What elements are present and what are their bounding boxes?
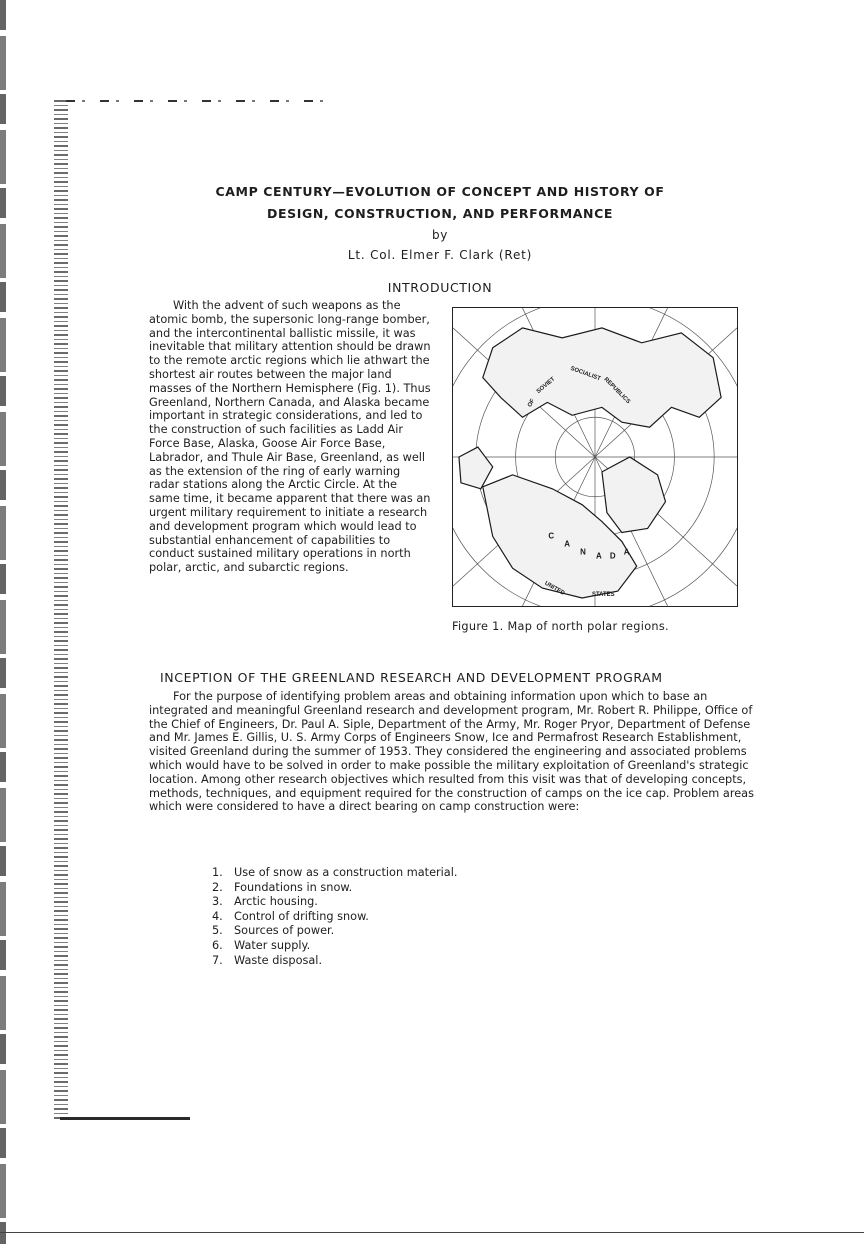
list-item-text: Foundations in snow.: [234, 880, 353, 894]
list-item: [212, 910, 457, 925]
list-item-text: Water supply.: [234, 938, 311, 952]
inception-paragraph: For the purpose of identifying problem areas and obtaining information upon which to base an integrated and meaningful Greenland research and development program, Mr. Robert R. Philippe, Office of the Chief of Engineers, Dr. Paul A. Siple, Department of the Army, Mr. Roger Pryor, Department of Defense and Mr. James E. Gillis, U. S. Army Corps of Engineers Snow, Ice and Permafrost Research Establishment, visited Greenland during the summer of 1953. They considered the engineering and associated problems which would have to be solved in order to make possible the military exploitation of Greenland's strategic location. Among other research objectives which resulted from this visit was that of developing concepts, methods, techniques, and equipment required for the construction of camps on the ice cap. Problem areas which were considered to have a direct bearing on camp construction were:: [149, 690, 754, 814]
introduction-heading: INTRODUCTION: [387, 280, 493, 295]
map-label-a1: A: [564, 539, 570, 549]
list-item: [212, 954, 457, 969]
list-item-number: 7.: [212, 953, 223, 967]
problem-areas-list: [212, 866, 457, 968]
page-bottom-line: [0, 1232, 864, 1233]
list-item-number: 4.: [212, 909, 223, 923]
list-item: [212, 924, 457, 939]
bottom-scan-rule: [60, 1117, 190, 1120]
author: Lt. Col. Elmer F. Clark (Ret): [347, 248, 533, 262]
polar-map-figure: [452, 307, 738, 607]
list-item-number: 5.: [212, 924, 223, 938]
list-item: [212, 939, 457, 954]
list-item-text: Arctic housing.: [234, 895, 318, 909]
title-line-2: DESIGN, CONSTRUCTION, AND PERFORMANCE: [267, 206, 613, 221]
binding-margin: [54, 100, 68, 1120]
list-item: [212, 895, 457, 910]
map-label-united: UNITED: [543, 580, 566, 597]
map-label-states: STATES: [592, 592, 615, 599]
map-label-c: C: [548, 531, 555, 541]
list-item: [212, 866, 457, 881]
polar-map: [453, 308, 737, 606]
list-item-text: Waste disposal.: [234, 953, 323, 967]
greenland-landmass: [602, 457, 666, 532]
map-label-a2: A: [595, 551, 602, 561]
map-label-d: D: [609, 551, 616, 561]
alaska-landmass: [459, 447, 493, 489]
map-label-n: N: [580, 547, 586, 557]
list-item-number: 6.: [212, 938, 223, 952]
eurasia-landmass: [483, 328, 721, 427]
figure-caption: Figure 1. Map of north polar regions.: [452, 620, 669, 633]
list-item-text: Sources of power.: [234, 924, 335, 938]
list-item-text: Control of drifting snow.: [234, 909, 369, 923]
byline: by: [432, 228, 448, 242]
top-scan-rule: [66, 100, 336, 102]
inception-heading: INCEPTION OF THE GREENLAND RESEARCH AND DEVELOPMENT PROGRAM: [160, 670, 663, 685]
map-label-socialist: SOCIALIST: [569, 365, 602, 383]
scan-left-edge: [0, 0, 6, 1244]
title-line-1: CAMP CENTURY—EVOLUTION OF CONCEPT AND HISTORY OF: [215, 184, 665, 199]
list-item-number: 3.: [212, 895, 223, 909]
introduction-paragraph: With the advent of such weapons as the atomic bomb, the supersonic long-range bomber, and the intercontinental ballistic missile, it was inevitable that military attention should be drawn to the remote arctic regions which lie athwart the shortest air routes between the major land masses of the Northern Hemisphere (Fig. 1). Thus Greenland, Northern Canada, and Alaska became important in strategic considerations, and led to the construction of such facilities as Ladd Air Force Base, Alaska, Goose Air Force Base, Labrador, and Thule Air Base, Greenland, as well as the extension of the ring of early warning radar stations along the Arctic Circle. At the same time, it became apparent that there was an urgent military requirement to initiate a research and development program which would lead to substantial enhancement of capabilities to conduct sustained military operations in north polar, arctic, and subarctic regions.: [149, 299, 431, 575]
list-item-text: Use of snow as a construction material.: [234, 866, 458, 879]
list-item: [212, 881, 457, 896]
map-label-a3: A: [623, 547, 630, 557]
list-item-number: 2.: [212, 880, 223, 894]
list-item-number: 1.: [212, 866, 223, 879]
map-label-of: OF: [526, 398, 537, 409]
map-label-republics: REPUBLICS: [602, 376, 632, 406]
map-label-soviet: SOVIET: [535, 376, 557, 395]
